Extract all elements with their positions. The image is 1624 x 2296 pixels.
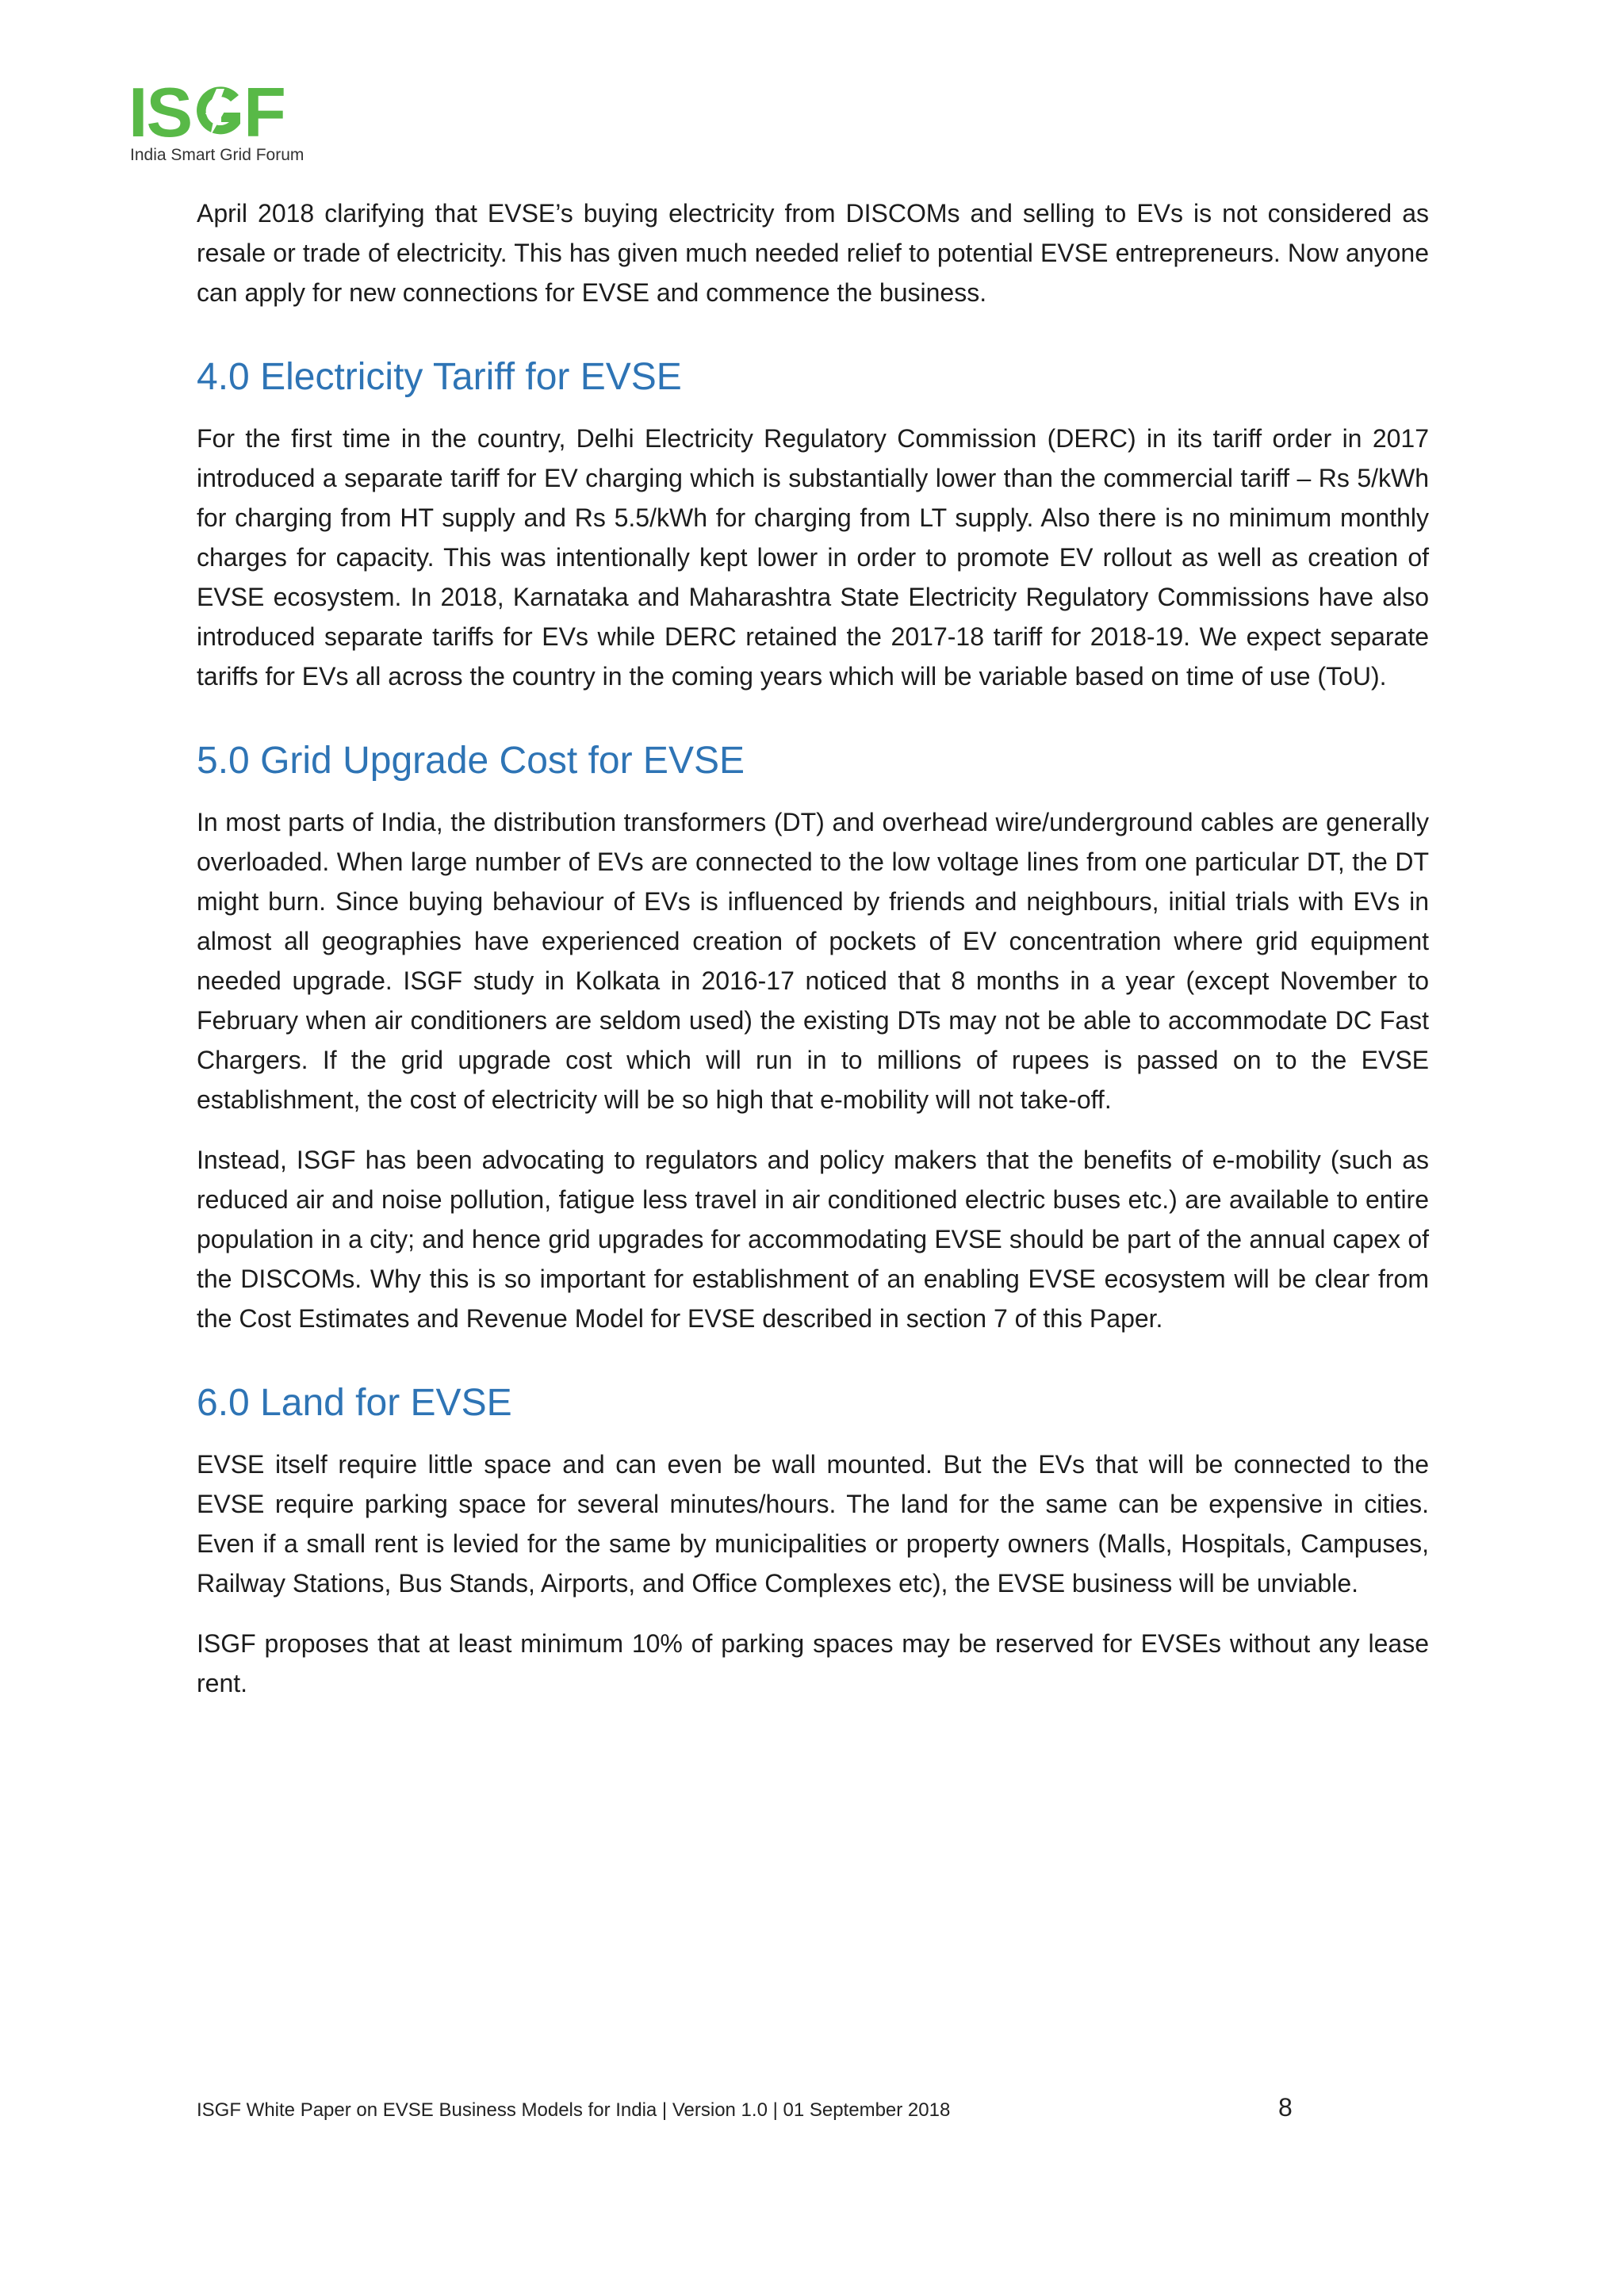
land-paragraph-2: ISGF proposes that at least minimum 10% of parking spaces may be reserved for EVSEs without any lease rent.: [197, 1629, 1429, 1697]
isgf-logo: [128, 73, 327, 165]
grid-upgrade-paragraph-1: In most parts of India, the distribution transformers (DT) and overhead wire/underground cables are generally overloaded. When large number of EVs are connected to the low voltage lines from one particular DT, the DT might burn. Since buying behaviour of EVs is influenced by friends and neighbours, initial trials with EVs in almost all geographies have experienced creation of pockets of EV concentration where grid equipment needed upgrade. ISGF study in Kolkata in 2016-17 noticed that 8 months in a year (except November to February when air conditioners are seldom used) the existing DTs may not be able to accommodate DC Fast Chargers. If the grid upgrade cost which will run in to millions of rupees is passed on to the EVSE establishment, the cost of electricity will be so high that e-mobility will not take-off.: [197, 808, 1429, 1114]
section-heading-land: 6.0 Land for EVSE: [197, 1382, 512, 1424]
intro-paragraph: April 2018 clarifying that EVSE’s buying electricity from DISCOMs and selling to EVs is not considered as resale or trade of electricity. This has given much needed relief to potential EVSE entrepreneurs. Now anyone can apply for new connections for EVSE and commence the business.: [197, 199, 1429, 307]
logo-letters-right: F: [243, 73, 285, 151]
lightning-g-icon: [193, 82, 245, 143]
tariff-paragraph: For the first time in the country, Delhi Electricity Regulatory Commission (DERC) in its tariff order in 2017 introduced a separate tariff for EV charging which is substantially lower than the commercial tariff – Rs 5/kWh for charging from HT supply and Rs 5.5/kWh for charging from LT supply. Also there is no minimum monthly charges for capacity. This was intentionally kept lower in order to promote EV rollout as well as creation of EVSE ecosystem. In 2018, Karnataka and Maharashtra State Electricity Regulatory Commissions have also introduced separate tariffs for EVs while DERC retained the 2017-18 tariff for 2018-19. We expect separate tariffs for EVs all across the country in the coming years which will be variable based on time of use (ToU).: [197, 424, 1429, 691]
logo-subtitle: India Smart Grid Forum: [130, 146, 304, 164]
section-heading-electricity-tariff: 4.0 Electricity Tariff for EVSE: [197, 356, 682, 398]
section-heading-grid-upgrade: 5.0 Grid Upgrade Cost for EVSE: [197, 740, 745, 782]
document-body: [197, 193, 1429, 1724]
logo-letters-left: IS: [128, 73, 192, 151]
grid-upgrade-paragraph-2: Instead, ISGF has been advocating to regulators and policy makers that the benefits of e-mobility (such as reduced air and noise pollution, fatigue less travel in air conditioned electric buses etc.) are available to entire population in a city; and hence grid upgrades for accommodating EVSE should be part of the annual capex of the DISCOMs. Why this is so important for establishment of an enabling EVSE ecosystem will be clear from the Cost Estimates and Revenue Model for EVSE described in section 7 of this Paper.: [197, 1146, 1429, 1333]
page-number: 8: [1278, 2093, 1293, 2122]
page-footer: ISGF White Paper on EVSE Business Models for India | Version 1.0 | 01 September 2018: [197, 2099, 951, 2121]
logo-wordmark: [128, 73, 327, 151]
land-paragraph-1: EVSE itself require little space and can even be wall mounted. But the EVs that will be connected to the EVSE require parking space for several minutes/hours. The land for the same can be expensive in cities. Even if a small rent is levied for the same by municipalities or property owners (Malls, Hospitals, Campuses, Railway Stations, Bus Stands, Airports, and Office Complexes etc), the EVSE business will be unviable.: [197, 1450, 1429, 1598]
